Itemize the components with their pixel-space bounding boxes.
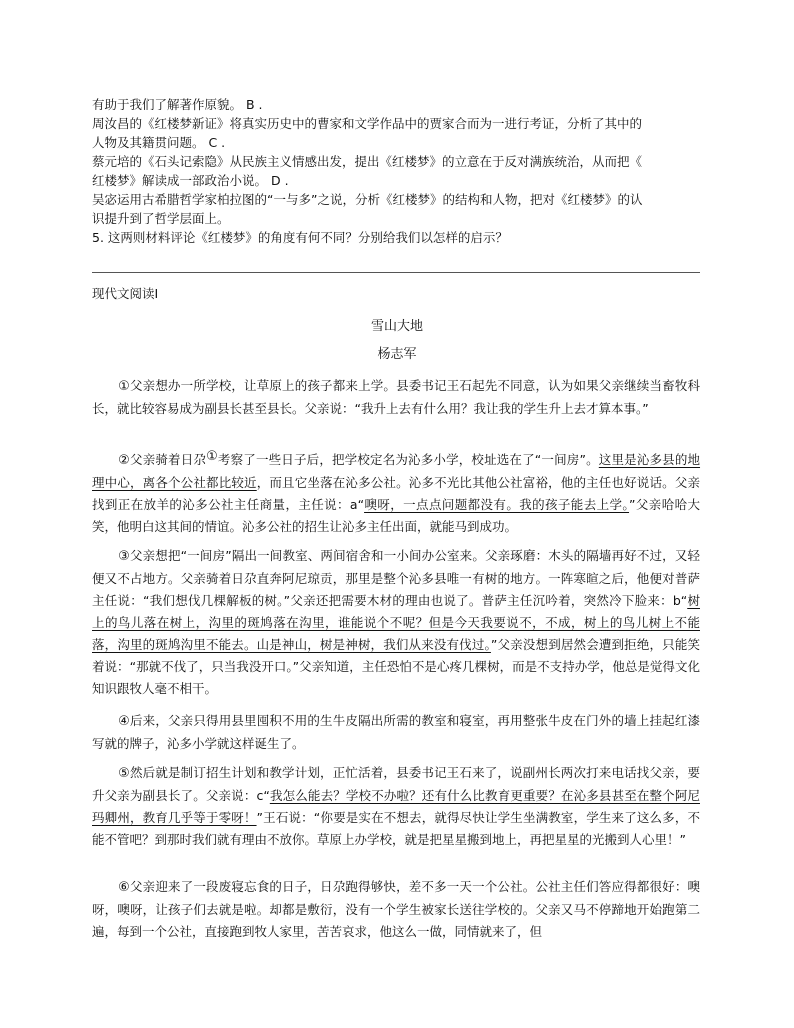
paragraph-6: ⑥父亲迎来了一段废寝忘食的日子，日尕跑得够快，差不多一天一个公社。公社主任们答应得都很好：噢呀，噢呀，让孩子们去就是啦。却都是敷衍，没有一个学生被家长送往学校的。父亲又马不停蹄地开始跑第二遍，每到一个公社，直接跑到牧人家里，苦苦哀求，他这么一做，同情就来了，但 xyxy=(92,879,700,939)
text-line: 有助于我们了解著作原貌。 B . xyxy=(92,97,263,112)
underlined-sentence-b: 树上的鸟儿落在树上，沟里的斑鸠落在沟里，谁能说个不呢？但是今天我要说不，不成，树上的鸟儿树上不能落，沟里的斑鸠沟里不能去。山是神山，树是神树，我们从来没有伐过。 xyxy=(92,593,700,652)
text-line: 周汝昌的《红楼梦新证》将真实历史中的曹家和文学作品中的贾家合而为一进行考证，分析了其中的 xyxy=(92,116,643,131)
paragraph-3: ③父亲想把“一间房”隔出一间教室、两间宿舍和一小间办公室来。父亲琢磨：木头的隔墙再好不过，又轻便又不占地方。父亲骑着日尕直奔阿尼琼贡，那里是整个沁多县唯一有树的地方。一阵寒暄之后，他便对普萨主任说：“我们想伐几棵解板的树。”父亲还把需要木材的理由也说了。普萨主任沉吟着，突然冷下脸来：b“树上的鸟儿落在树上，沟里的斑鸠落在沟里，谁能说个不呢？但是今天我要说不，不成，树上的鸟儿树上不能落，沟里的斑鸠沟里不能去。山是神山，树是神树，我们从来没有伐过。”父亲没想到居然会遭到拒绝，只能笑着说：“那就不伐了，只当我没开口。”父亲知道，主任恐怕不是心疼几棵树，而是不支持办学，他总是觉得文化知识跟牧人毫不相干。 xyxy=(92,548,700,696)
paragraph-number: ④ xyxy=(118,714,130,729)
text-line: 吴宓运用古希腊哲学家柏拉图的“一与多”之说，分析《红楼梦》的结构和人物，把对《红楼梦》的认 xyxy=(92,192,643,207)
paragraph-number: ② xyxy=(118,453,131,468)
text-line: 识提升到了哲学层面上。 xyxy=(92,211,230,226)
paragraph-1: ①父亲想办一所学校，让草原上的孩子都来上学。县委书记王石起先不同意，认为如果父亲继续当畜牧科长，就比较容易成为副县长甚至县长。父亲说：“我升上去有什么用？我让我的学生升上去才算本事。” xyxy=(92,378,700,416)
question-5: 5. 这两则材料评论《红楼梦》的角度有何不同？分别给我们以怎样的启示？ xyxy=(92,230,508,245)
article-author: 杨志军 xyxy=(377,347,417,362)
paragraph-number: ③ xyxy=(118,549,130,564)
paragraph-number: ⑥ xyxy=(118,880,130,895)
underlined-sentence-c: 我怎么能去？学校不办啦？还有什么比教育更重要？在沁多县甚至在整个阿尼玛卿州，教育几乎等于零呀！ xyxy=(92,788,700,825)
footnote-marker: ① xyxy=(206,449,218,464)
paragraph-number: ① xyxy=(118,379,130,394)
article-title: 雪山大地 xyxy=(370,319,423,334)
underlined-sentence: 这里是沁多县的地理中心，离各个公社都比较近 xyxy=(92,452,701,490)
section-divider xyxy=(92,272,700,273)
underlined-sentence-a: 噢呀，一点点问题都没有。我的孩子能去上学。 xyxy=(364,497,630,512)
paragraph-number: ⑤ xyxy=(118,766,130,781)
text-line: 蔡元培的《石头记索隐》从民族主义情感出发，提出《红楼梦》的立意在于反对满族统治，从而把《 xyxy=(92,154,643,169)
text-line: 红楼梦》解读成一部政治小说。 D . xyxy=(92,173,289,188)
paragraph-4: ④后来，父亲只得用县里囤积不用的生牛皮隔出所需的教室和寝室，再用整张牛皮在门外的墙上挂起红漆写就的牌子，沁多小学就这样诞生了。 xyxy=(92,713,700,751)
text-line: 人物及其籍贯问题。 C . xyxy=(92,135,226,150)
section-label: 现代文阅读Ⅰ xyxy=(92,286,159,301)
paragraph-2: ②父亲骑着日尕①考察了一些日子后，把学校定名为沁多小学，校址选在了“一间房”。这里是沁多县的地理中心，离各个公社都比较近，而且它坐落在沁多公社。沁多不光比其他公社富裕，他的主任也好说话。父亲找到正在放羊的沁多公社主任商量，主任说：a“噢呀，一点点问题都没有。我的孩子能去上学。”父亲哈哈大笑，他明白这其间的情谊。沁多公社的招生让沁多主任出面，就能马到成功。 xyxy=(92,449,701,534)
paragraph-5: ⑤然后就是制订招生计划和教学计划，正忙活着，县委书记王石来了，说副州长两次打来电话找父亲，要升父亲为副县长了。父亲说：c“我怎么能去？学校不办啦？还有什么比教育更重要？在沁多县甚至在整个阿尼玛卿州，教育几乎等于零呀！”王石说：“你要是实在不想去，就得尽快让学生坐满教室，学生来了这么多，不能不管吧？到那时我们就有理由不放你。草原上办学校，就是把星星搬到地上，再把星星的光搬到人心里！” xyxy=(92,765,700,847)
